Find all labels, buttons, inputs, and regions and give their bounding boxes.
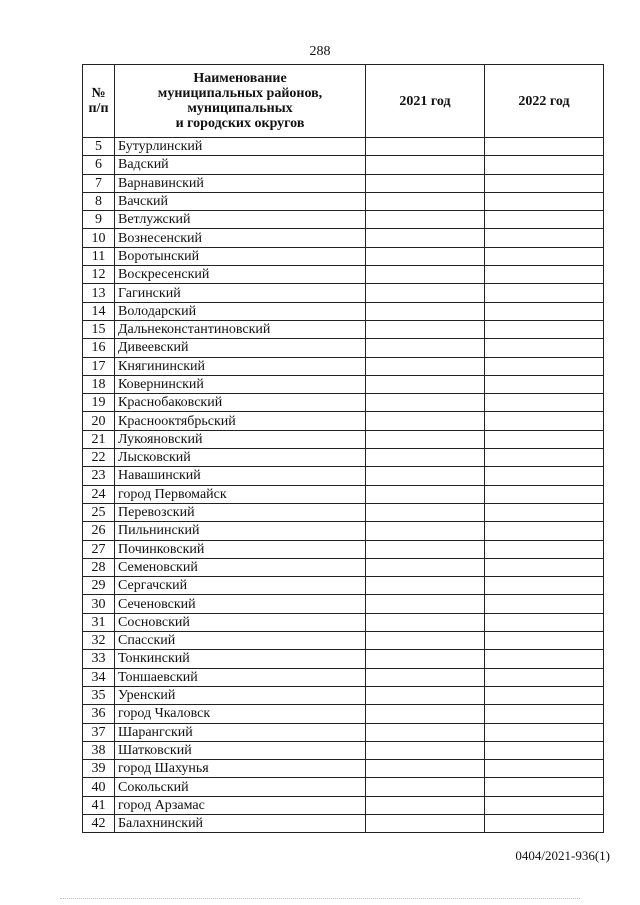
table-row xyxy=(83,229,604,247)
district-name: Сокольский xyxy=(115,778,366,796)
row-number: 23 xyxy=(83,467,115,485)
table-row xyxy=(83,632,604,650)
row-number: 20 xyxy=(83,412,115,430)
value-2021 xyxy=(366,796,485,814)
row-number: 19 xyxy=(83,394,115,412)
value-2022 xyxy=(485,503,604,521)
table-row xyxy=(83,394,604,412)
value-2021 xyxy=(366,577,485,595)
district-name: Починковский xyxy=(115,540,366,558)
row-number: 29 xyxy=(83,577,115,595)
row-number: 17 xyxy=(83,357,115,375)
district-name: Тоншаевский xyxy=(115,668,366,686)
row-number: 33 xyxy=(83,650,115,668)
table-row xyxy=(83,760,604,778)
header-name xyxy=(115,65,366,138)
row-number: 30 xyxy=(83,595,115,613)
value-2021 xyxy=(366,320,485,338)
value-2021 xyxy=(366,632,485,650)
value-2021 xyxy=(366,229,485,247)
value-2021 xyxy=(366,138,485,156)
value-2022 xyxy=(485,266,604,284)
table-row xyxy=(83,412,604,430)
district-name: Краснооктябрьский xyxy=(115,412,366,430)
district-name: Ковернинский xyxy=(115,375,366,393)
district-name: Вознесенский xyxy=(115,229,366,247)
header-number xyxy=(83,65,115,138)
value-2022 xyxy=(485,339,604,357)
value-2022 xyxy=(485,705,604,723)
value-2021 xyxy=(366,156,485,174)
district-name: Лысковский xyxy=(115,449,366,467)
district-name: Сеченовский xyxy=(115,595,366,613)
table-row xyxy=(83,174,604,192)
value-2021 xyxy=(366,430,485,448)
table-row xyxy=(83,247,604,265)
value-2022 xyxy=(485,467,604,485)
table-row xyxy=(83,503,604,521)
row-number: 34 xyxy=(83,668,115,686)
table-row xyxy=(83,540,604,558)
row-number: 18 xyxy=(83,375,115,393)
value-2022 xyxy=(485,668,604,686)
district-name: Перевозский xyxy=(115,503,366,521)
row-number: 25 xyxy=(83,503,115,521)
districts-table xyxy=(82,64,604,833)
row-number: 21 xyxy=(83,430,115,448)
value-2021 xyxy=(366,211,485,229)
value-2022 xyxy=(485,760,604,778)
table-row xyxy=(83,375,604,393)
header-row xyxy=(83,65,604,138)
table-row xyxy=(83,741,604,759)
header-name-text: Наименование муниципальных районов, муниципальных и городских округов xyxy=(157,71,323,131)
row-number: 41 xyxy=(83,796,115,814)
district-name: Бутурлинский xyxy=(115,138,366,156)
table-row xyxy=(83,192,604,210)
district-name: Семеновский xyxy=(115,558,366,576)
table-row xyxy=(83,467,604,485)
value-2022 xyxy=(485,302,604,320)
value-2021 xyxy=(366,650,485,668)
document-code: 0404/2021-936(1) xyxy=(515,848,610,863)
value-2021 xyxy=(366,558,485,576)
value-2021 xyxy=(366,192,485,210)
value-2022 xyxy=(485,595,604,613)
district-name: Краснобаковский xyxy=(115,394,366,412)
value-2021 xyxy=(366,723,485,741)
table-row xyxy=(83,796,604,814)
row-number: 6 xyxy=(83,156,115,174)
row-number: 24 xyxy=(83,485,115,503)
value-2022 xyxy=(485,723,604,741)
value-2021 xyxy=(366,284,485,302)
value-2022 xyxy=(485,632,604,650)
value-2022 xyxy=(485,394,604,412)
row-number: 27 xyxy=(83,540,115,558)
header-year-2022: 2022 год xyxy=(485,65,604,138)
value-2021 xyxy=(366,741,485,759)
row-number: 26 xyxy=(83,522,115,540)
district-name: Воротынский xyxy=(115,247,366,265)
value-2021 xyxy=(366,449,485,467)
row-number: 35 xyxy=(83,686,115,704)
table-row xyxy=(83,650,604,668)
district-name: Сосновский xyxy=(115,613,366,631)
table-row xyxy=(83,778,604,796)
value-2021 xyxy=(366,613,485,631)
district-name: Пильнинский xyxy=(115,522,366,540)
value-2021 xyxy=(366,247,485,265)
value-2021 xyxy=(366,705,485,723)
row-number: 5 xyxy=(83,138,115,156)
value-2022 xyxy=(485,138,604,156)
district-name: Балахнинский xyxy=(115,814,366,832)
value-2022 xyxy=(485,741,604,759)
value-2021 xyxy=(366,778,485,796)
value-2022 xyxy=(485,522,604,540)
row-number: 12 xyxy=(83,266,115,284)
table-row xyxy=(83,211,604,229)
district-name: Дальнеконстантиновский xyxy=(115,320,366,338)
district-name: Шатковский xyxy=(115,741,366,759)
row-number: 38 xyxy=(83,741,115,759)
table-row xyxy=(83,430,604,448)
value-2022 xyxy=(485,485,604,503)
district-name: Уренский xyxy=(115,686,366,704)
row-number: 16 xyxy=(83,339,115,357)
district-name: Ветлужский xyxy=(115,211,366,229)
value-2021 xyxy=(366,814,485,832)
value-2022 xyxy=(485,156,604,174)
value-2021 xyxy=(366,686,485,704)
district-name: Тонкинский xyxy=(115,650,366,668)
row-number: 28 xyxy=(83,558,115,576)
row-number: 15 xyxy=(83,320,115,338)
table-row xyxy=(83,339,604,357)
value-2021 xyxy=(366,394,485,412)
table-row xyxy=(83,686,604,704)
value-2022 xyxy=(485,211,604,229)
row-number: 37 xyxy=(83,723,115,741)
district-name: Воскресенский xyxy=(115,266,366,284)
table-row xyxy=(83,595,604,613)
value-2022 xyxy=(485,796,604,814)
value-2021 xyxy=(366,668,485,686)
page-number: 288 xyxy=(309,44,331,59)
table-row xyxy=(83,705,604,723)
value-2022 xyxy=(485,247,604,265)
district-name: Гагинский xyxy=(115,284,366,302)
value-2021 xyxy=(366,302,485,320)
district-name: Вачский xyxy=(115,192,366,210)
value-2022 xyxy=(485,449,604,467)
district-name: Варнавинский xyxy=(115,174,366,192)
table-row xyxy=(83,357,604,375)
value-2022 xyxy=(485,229,604,247)
row-number: 13 xyxy=(83,284,115,302)
table-row xyxy=(83,577,604,595)
row-number: 10 xyxy=(83,229,115,247)
table-header xyxy=(83,65,604,138)
value-2022 xyxy=(485,192,604,210)
row-number: 11 xyxy=(83,247,115,265)
district-name: Сергачский xyxy=(115,577,366,595)
row-number: 36 xyxy=(83,705,115,723)
district-name: Спасский xyxy=(115,632,366,650)
header-year-2021: 2021 год xyxy=(366,65,485,138)
table-row xyxy=(83,320,604,338)
value-2022 xyxy=(485,430,604,448)
value-2021 xyxy=(366,174,485,192)
value-2021 xyxy=(366,375,485,393)
table-row xyxy=(83,723,604,741)
value-2021 xyxy=(366,595,485,613)
table-row xyxy=(83,449,604,467)
district-name: Лукояновский xyxy=(115,430,366,448)
value-2021 xyxy=(366,503,485,521)
row-number: 39 xyxy=(83,760,115,778)
row-number: 40 xyxy=(83,778,115,796)
row-number: 31 xyxy=(83,613,115,631)
district-name: город Арзамас xyxy=(115,796,366,814)
row-number: 22 xyxy=(83,449,115,467)
value-2021 xyxy=(366,266,485,284)
table-row xyxy=(83,138,604,156)
value-2022 xyxy=(485,320,604,338)
table-row xyxy=(83,156,604,174)
table-row xyxy=(83,485,604,503)
value-2021 xyxy=(366,522,485,540)
table-row xyxy=(83,302,604,320)
district-name: город Первомайск xyxy=(115,485,366,503)
district-name: город Шахунья xyxy=(115,760,366,778)
value-2022 xyxy=(485,778,604,796)
value-2022 xyxy=(485,613,604,631)
table-body xyxy=(83,138,604,833)
value-2022 xyxy=(485,650,604,668)
value-2022 xyxy=(485,357,604,375)
value-2021 xyxy=(366,485,485,503)
district-name: Навашинский xyxy=(115,467,366,485)
table-row xyxy=(83,668,604,686)
value-2022 xyxy=(485,814,604,832)
value-2021 xyxy=(366,467,485,485)
value-2022 xyxy=(485,558,604,576)
table-row xyxy=(83,284,604,302)
district-name: Володарский xyxy=(115,302,366,320)
table-row xyxy=(83,266,604,284)
district-name: Дивеевский xyxy=(115,339,366,357)
value-2021 xyxy=(366,412,485,430)
district-name: Княгининский xyxy=(115,357,366,375)
value-2022 xyxy=(485,375,604,393)
value-2021 xyxy=(366,760,485,778)
row-number: 42 xyxy=(83,814,115,832)
value-2022 xyxy=(485,174,604,192)
district-name: город Чкаловск xyxy=(115,705,366,723)
row-number: 14 xyxy=(83,302,115,320)
table-row xyxy=(83,558,604,576)
value-2022 xyxy=(485,577,604,595)
row-number: 9 xyxy=(83,211,115,229)
value-2021 xyxy=(366,357,485,375)
row-number: 8 xyxy=(83,192,115,210)
table-row xyxy=(83,522,604,540)
value-2021 xyxy=(366,540,485,558)
value-2022 xyxy=(485,412,604,430)
value-2022 xyxy=(485,540,604,558)
table-row xyxy=(83,613,604,631)
value-2022 xyxy=(485,686,604,704)
value-2021 xyxy=(366,339,485,357)
table-row xyxy=(83,814,604,832)
footer-divider xyxy=(60,898,580,901)
row-number: 32 xyxy=(83,632,115,650)
district-name: Вадский xyxy=(115,156,366,174)
header-number-text: № п/п xyxy=(88,86,109,116)
district-name: Шарангский xyxy=(115,723,366,741)
value-2022 xyxy=(485,284,604,302)
row-number: 7 xyxy=(83,174,115,192)
